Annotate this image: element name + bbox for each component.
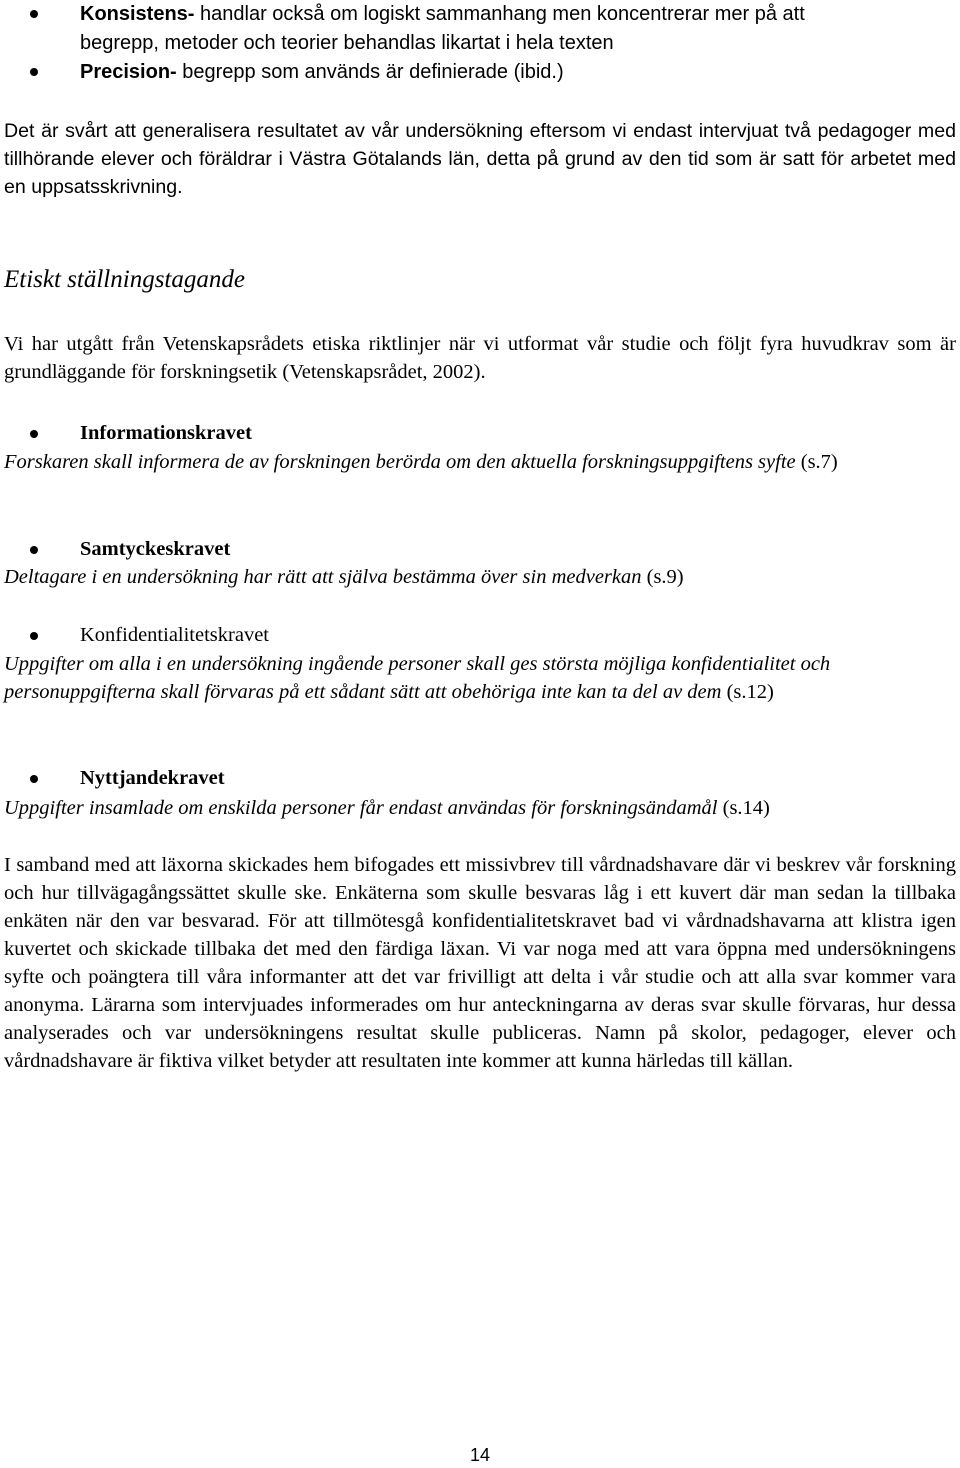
requirement-text: Forskaren skall informera de av forskningen berörda om den aktuella forskningsuppgiftens syfte [4,451,796,473]
paragraph-procedure: I samband med att läxorna skickades hem bifogades ett missivbrev till vårdnadshavare där vi beskrev vår forskning och hur tillvägagångssättet skulle ske. Enkäterna som skulle besvaras låg i ett kuvert där man sedan la tillbaka enkäten när den var besvarad. För att tillmötesgå konfidentialitetskravet bad vi vårdnadshavarna att klistra igen kuvertet och skickade tillbaka det med den färdiga läxan. Vi var noga med att vara öppna med undersökningens syfte och poängtera till våra informanter att det var frivilligt att delta i vår studie och att alla svar kommer vara anonyma. Lärarna som intervjuades informerades om hur anteckningarna av deras svar skulle förvaras, hur dessa analyserades och var undersökningens resultat skulle publiceras. Namn på skolor, pedagoger, elever och vårdnadshavare är fiktiva vilket betyder att resultaten inte kommer att kunna härledas till källan. [4,854,956,1072]
requirement-title: Konfidentialitetskravet [80,624,269,646]
requirement-ref: (s.9) [641,566,684,588]
bullet-icon [30,775,38,783]
bullet-icon [30,546,38,554]
section-heading: Etiskt ställningstagande [4,266,245,293]
bullet-icon [30,632,38,640]
bullet-term: Konsistens- [80,3,195,25]
requirement-ref: (s.12) [721,681,774,703]
bullet-icon [30,430,38,438]
requirement-text: Deltagare i en undersökning har rätt att själva bestämma över sin medverkan [4,566,642,588]
page-number: 14 [469,1445,491,1465]
requirement-text: Uppgifter om alla i en undersökning ingående personer skall ges största möjliga konfidentialitet och personuppgifterna skall förvaras på ett sådant sätt att obehöriga inte kan ta del av dem [4,653,831,703]
requirement-title: Samtyckeskravet [80,538,231,560]
bullet-konsistens-text [80,0,950,58]
bullet-description: handlar också om logiskt sammanhang men koncentrerar mer på att [200,3,805,25]
bullet-icon [30,68,38,76]
requirement-description [4,650,924,706]
bullet-icon [30,10,38,18]
requirement-description [4,448,904,476]
paragraph-ethics-intro: Vi har utgått från Vetenskapsrådets etiska riktlinjer när vi utformat vår studie och följt fyra huvudkrav som är grundläggande för forskningsetik (Vetenskapsrådet, 2002). [4,333,956,383]
requirement-description [4,563,956,591]
bullet-description: begrepp som används är definierade (ibid.) [182,61,564,83]
bullet-description-cont: begrepp, metoder och teorier behandlas likartat i hela texten [80,32,614,54]
paragraph-generalization: Det är svårt att generalisera resultatet av vår undersökning eftersom vi endast intervjuat två pedagoger med tillhörande elever och föräldrar i Västra Götalands län, detta på grund av den tid som är satt för arbetet med en uppsatsskrivning. [4,120,956,198]
bullet-term: Precision- [80,61,177,83]
requirement-title: Nyttjandekravet [80,767,225,789]
requirement-ref: (s.14) [717,797,770,819]
requirement-ref: (s.7) [795,451,838,473]
requirement-title: Informationskravet [80,422,252,444]
requirement-text: Uppgifter insamlade om enskilda personer får endast användas för forskningsändamål [4,797,718,819]
bullet-precision-text [80,58,950,87]
requirement-description [4,794,956,822]
